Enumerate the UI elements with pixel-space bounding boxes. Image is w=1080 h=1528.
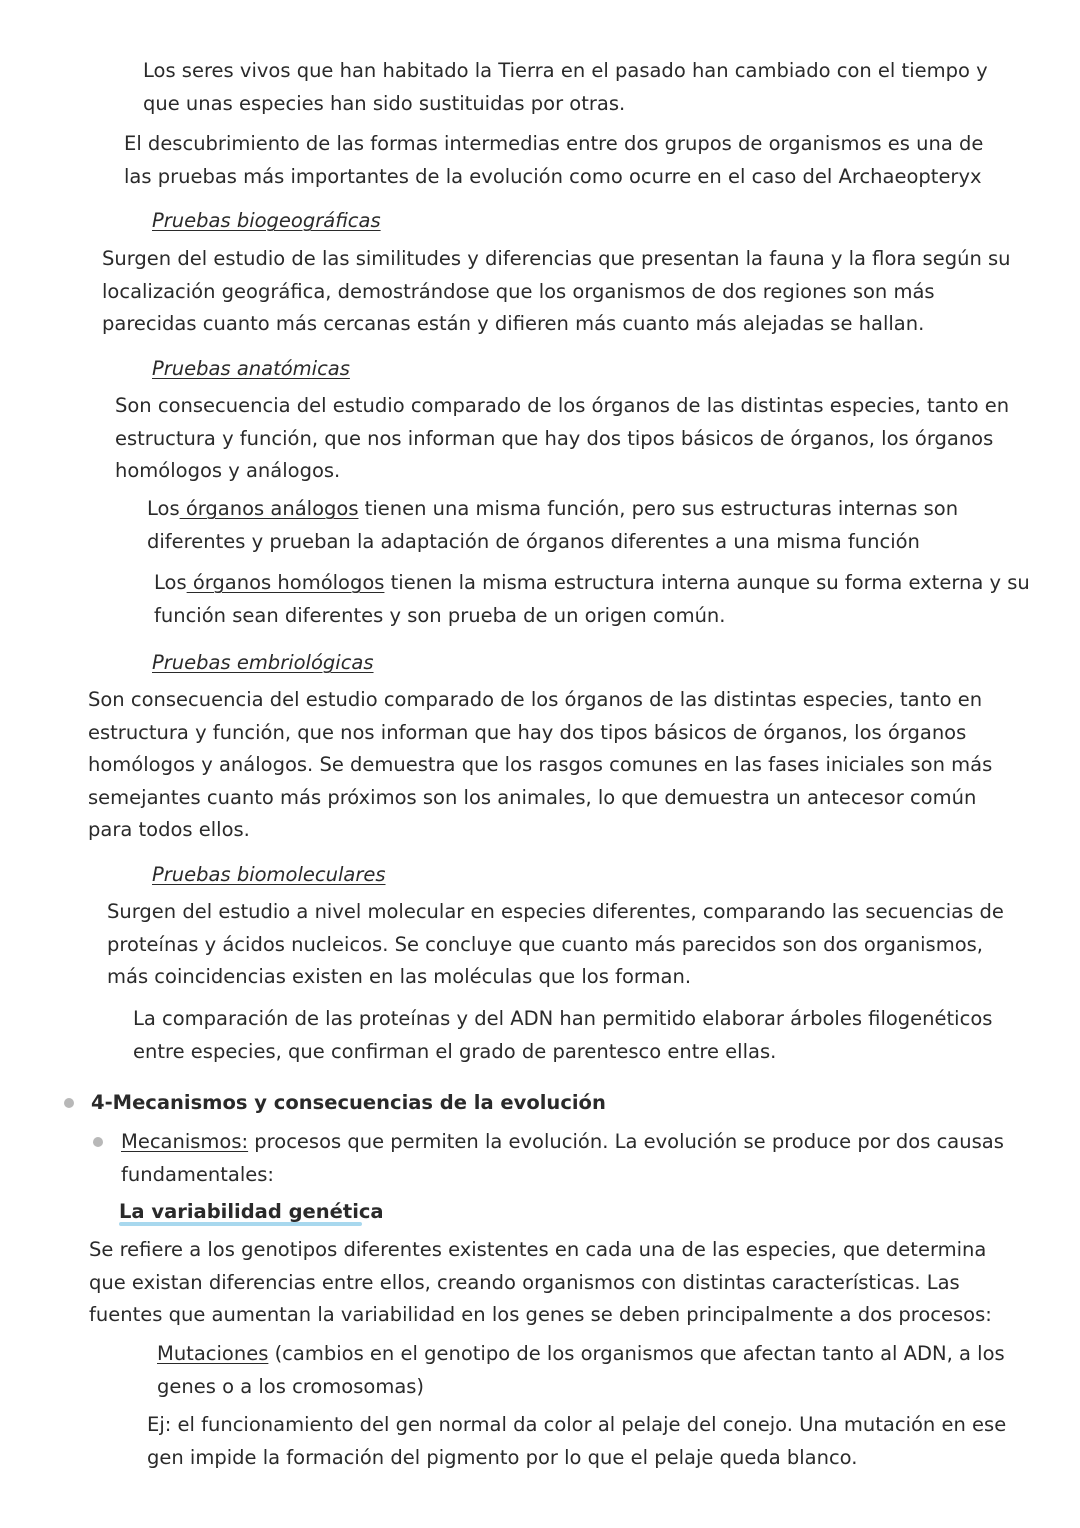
section-bullet (64, 1098, 74, 1108)
heading-pruebas-embriologicas: Pruebas embriológicas (152, 651, 374, 674)
paragraph-biogeograficas: Surgen del estudio de las similitudes y diferencias que presentan la fauna y la flora según su localización geográfica, demostrándose que los organismos de dos regiones son más parecidas cuanto más cercanas están y difieren más cuanto más alejadas se hallan. (102, 247, 1011, 335)
heading-variabilidad-genetica: La variabilidad genética (119, 1200, 384, 1223)
heading-pruebas-biomoleculares: Pruebas biomoleculares (152, 863, 386, 886)
section-title-mecanismos: 4-Mecanismos y consecuencias de la evolución (91, 1091, 606, 1114)
heading-pruebas-biogeograficas: Pruebas biogeográficas (152, 209, 381, 232)
analogos-text: tienen una misma función, pero sus estructuras internas son diferentes y prueban la adaptación de órganos diferentes a una misma función (147, 497, 959, 553)
paragraph-mecanismos (121, 1126, 1016, 1191)
paragraph-anatomicas: Son consecuencia del estudio comparado de los órganos de las distintas especies, tanto en estructura y función, que nos informan que hay dos tipos básicos de órganos, los órganos homólogos y análogos. (115, 394, 1010, 482)
analogos-prefix: Los (147, 497, 180, 520)
paragraph-variabilidad: Se refiere a los genotipos diferentes existentes en cada una de las especies, que determina que existan diferencias entre ellos, creando organismos con distintas características. Las fuentes que aumentan la variabilidad en los genes se deben principalmente a dos procesos: (89, 1238, 992, 1326)
paragraph-biomoleculares: Surgen del estudio a nivel molecular en especies diferentes, comparando las secuencias de proteínas y ácidos nucleicos. Se concluye que cuanto más parecidos son dos organismos, más coincidencias existen en las moléculas que los forman. (107, 900, 1004, 988)
homologos-prefix: Los (154, 571, 187, 594)
analogos-term: órganos análogos (179, 497, 359, 520)
mecanismos-text: procesos que permiten la evolución. La evolución se produce por dos causas fundamentales: (121, 1130, 1004, 1186)
paragraph-organos-homologos (154, 567, 1034, 632)
paragraph-formas-intermedias: El descubrimiento de las formas intermedias entre dos grupos de organismos es una de las pruebas más importantes de la evolución como ocurre en el caso del Archaeopteryx (124, 132, 984, 188)
paragraph-ejemplo: Ej: el funcionamiento del gen normal da color al pelaje del conejo. Una mutación en ese gen impide la formación del pigmento por lo que el pelaje queda blanco. (147, 1413, 1007, 1469)
mecanismos-term: Mecanismos: (121, 1130, 249, 1153)
paragraph-organos-analogos (147, 493, 1017, 558)
mutaciones-term: Mutaciones (157, 1342, 269, 1365)
homologos-text: tienen la misma estructura interna aunque su forma externa y su función sean diferentes y son prueba de un origen común. (154, 571, 1030, 627)
mutaciones-text: (cambios en el genotipo de los organismos que afectan tanto al ADN, a los genes o a los cromosomas) (157, 1342, 1005, 1398)
paragraph-seres-vivos: Los seres vivos que han habitado la Tierra en el pasado han cambiado con el tiempo y que unas especies han sido sustituidas por otras. (143, 59, 988, 115)
heading-pruebas-anatomicas: Pruebas anatómicas (152, 357, 350, 380)
paragraph-mutaciones (157, 1338, 1027, 1403)
paragraph-comparacion-adn: La comparación de las proteínas y del ADN han permitido elaborar árboles filogenéticos entre especies, que confirman el grado de parentesco entre ellas. (133, 1007, 993, 1063)
paragraph-embriologicas: Son consecuencia del estudio comparado de los órganos de las distintas especies, tanto en estructura y función, que nos informan que hay dos tipos básicos de órganos, los órganos homólogos y análogos. Se demuestra que los rasgos comunes en las fases iniciales son más semejantes cuanto más próximos son los animales, lo que demuestra un antecesor común para todos ellos. (88, 688, 993, 841)
list-bullet (93, 1137, 103, 1147)
homologos-term: órganos homólogos (186, 571, 385, 594)
